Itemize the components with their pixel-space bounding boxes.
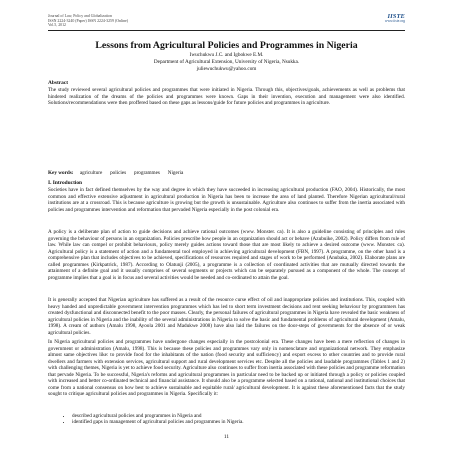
journal-name: Journal of Law, Policy and Globalization — [48, 14, 112, 18]
keywords-label: Key words: — [48, 170, 74, 176]
email-line[interactable]: juliewuchukwu@yahoo.com — [196, 66, 257, 72]
objective-item: • identified gaps in management of agricultural policies and programmes in Nigeria. — [72, 419, 244, 425]
keyword-item: policies — [110, 170, 127, 176]
journal-issn: ISSN 2224-3240 (Paper) ISSN 2224-3259 (Online) — [48, 18, 129, 23]
affiliation-line: Department of Agricultural Extension, University of Nigeria, Nsukka. — [153, 59, 300, 65]
journal-header — [48, 14, 128, 28]
abstract-text: The study reviewed several agricultural policies and programmes that were initiated in Nigeria. Through this, objectives/goals, achievements as well as problems that hindered realization of the dreams of the policies and programmes were known. Gaps in their invention, execution and management were also identified. Solutions/recommendations were then proffered based on these gaps as lessons/guide for future policies and programmes in agriculture. — [48, 87, 405, 107]
journal-volume: Vol.5, 2012 — [48, 23, 66, 28]
introduction-heading: I. Introduction — [48, 180, 83, 186]
intro-paragraph-1: Societies have in fact defined themselves by the way and degree in which they have succeeded in increasing agricultural production (FAO, 2004). Historically, the most common and effective extensive adjustment in agricultural production in Nigeria has been to increase the area of land planted. Therefore Nigerian agricultural/rural institutions are at a crossroad. This is because agriculture is growing but the growth is unsustainable. Agriculture also continues to suffer from the inertia associated with policies and programmes intervention and reformation that pervaded Nigeria especially in the post colonial era. — [48, 187, 405, 213]
publisher-url[interactable]: www.iiste.org — [384, 19, 405, 23]
author-line: Iwuchukwu J.C. and Igbokwe E.M. — [189, 52, 264, 58]
intro-paragraph-2: A policy is a deliberate plan of action to guide decisions and achieve rational outcomes (www. Monster. ca). It is also a guideline consisting of principles and rules governing the behaviour of persons in an organization. Policies prescribe how people in an organization should act or behave (Azubuike, 2002). Policy differs from rule of law. While law can compel or prohibit behaviours, policy merely guides actions toward those that are most likely to achieve a desired outcome (www. Monster. ca). Agricultural policy is a statement of action and a fundamental tool employed in achieving agricultural development (FBN, 1997). A programme, on the other hand is a comprehensive plan that includes objectives to be achieved, specifications of resources required and stages of work to be performed (Anubaka, 2002). Elaborate plans are called programmes (Kirkpatrick, 1987). According to Olatunji (2005), a programme is a collection of coordinated activities that are mutually directed towards the attainment of a definite goal and it usually comprises of several segments or projects which can be separately pursued as a component of the whole. The concept of programme implies that a goal is in focus and several activities would be needed and co-ordinated to attain the goal. — [48, 229, 405, 281]
keyword-item: programmes — [133, 170, 160, 176]
abstract-heading: Abstract — [48, 80, 69, 86]
intro-paragraph-4: In Nigeria agricultural policies and programmes have undergone changes especially in the postcolonial era. These changes have been a mere reflection of changes in government or administration (Amalu, 1998). This is because these policies and programmes vary only in nomenclature and organizational network. They emphasize almost same objectives like: to provide food for the inhabitants of the nation (food security and sufficiency) and export excess to other countries and to provide rural dwellers and farmers with extension services, agricultural support and rural development services etc. Despite all the policies and laudable programmes (Tables 1 and 2) with challenging themes, Nigeria is yet to achieve food security. Agriculture also continues to suffer from inertia associated with these policies and programme reformation that pervade Nigeria. To be successful, Nigeria's reforms and agricultural programmes in particular need to be backed up or initiated through a policy or policies coupled with increased and better co-ordinated technical and financial assistance. It should also be a programme selected based on a rational, national and institutional choices that come from a national consensus on how best to achieve sustainable and equitable rural/ agricultural development. It is against these aforementioned facts that the study sought to critique agricultural policies and programmes in Nigeria. Specifically it: — [48, 339, 405, 398]
objectives-list — [64, 413, 244, 426]
keywords-line — [48, 170, 183, 176]
page-number: 11 — [223, 434, 230, 440]
publisher-logo-mark: IISTE — [387, 13, 405, 20]
header-rule — [48, 30, 405, 31]
keyword-item: agriculture — [79, 170, 103, 176]
intro-paragraph-3: It is generally accepted that Nigerian agriculture has suffered as a result of the resource curse effect of oil and inappropriate policies and institutions. This, coupled with heavy handed and unpredictable government intervention programmes which has led to short term investment decisions and rent seeking behaviour by programmers has created dysfunctional and disconnected benefit to the poor masses. Clearly, the personal failures of agricultural programmes in Nigeria have revealed the basic weakness of agricultural policies in Nigeria and the inability of the several administrations in Nigeria to solve the basic and fundamental problems of agricultural development (Amalu, 1998). A cream of authors (Amalu 1998, Ayoola 2001 and Madukwe 2008) have also laid the failures on the door-steps of governments for the absence of or weak agricultural policies. — [48, 297, 405, 336]
keyword-item: Nigeria — [167, 170, 184, 176]
publisher-logo — [385, 14, 405, 24]
objective-item: • described agricultural policies and programmes in Nigeria and — [72, 413, 244, 419]
paper-title: Lessons from Agricultural Policies and Programmes in Nigeria — [95, 40, 358, 51]
